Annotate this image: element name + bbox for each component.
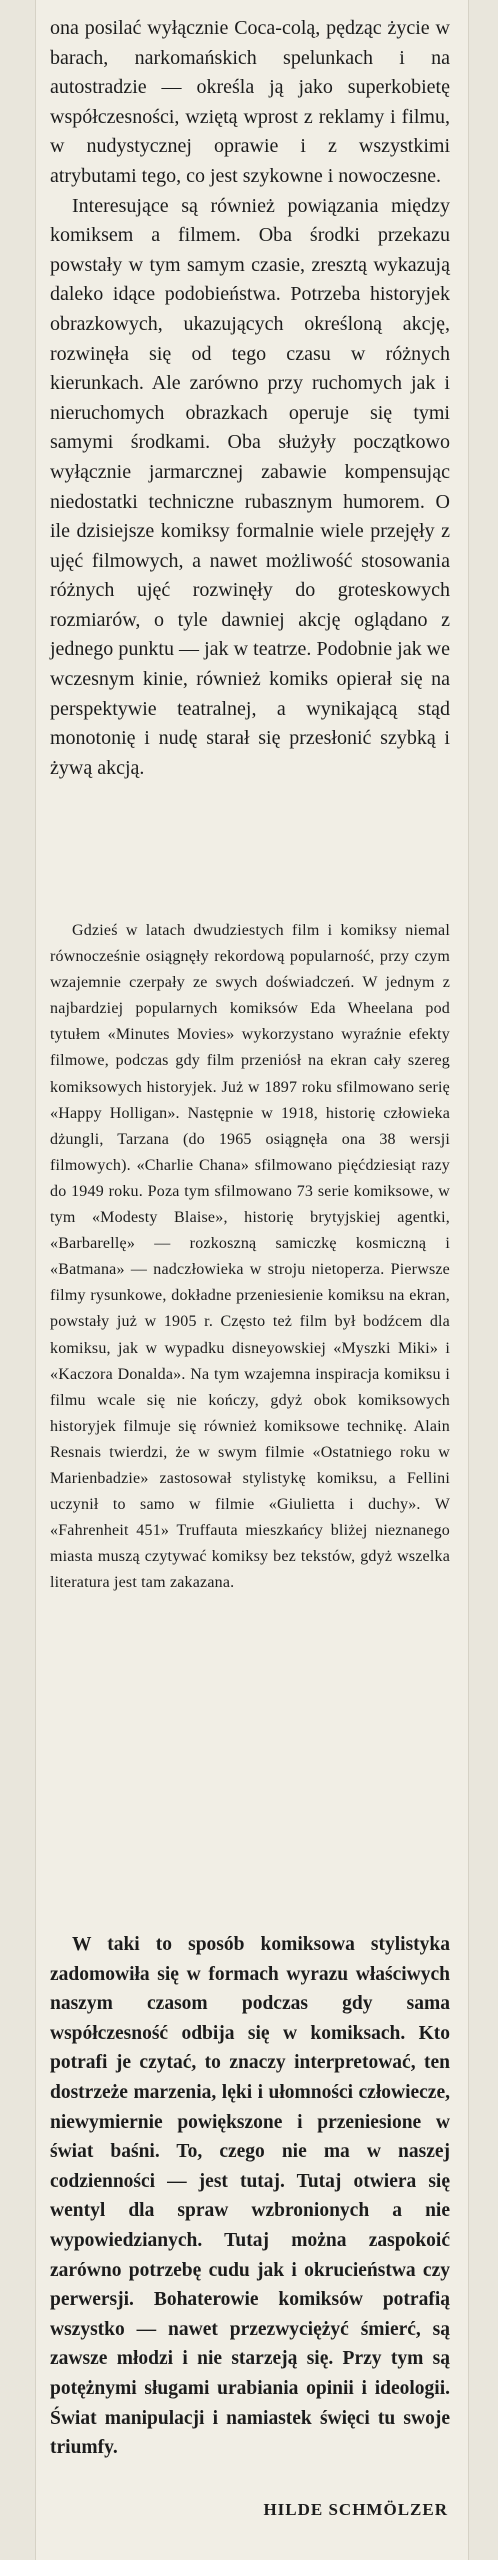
newspaper-clipping	[36, 0, 468, 2560]
author-signature: HILDE SCHMÖLZER	[263, 2500, 448, 2519]
article-paragraph-3: Gdzieś w latach dwudziestych film i komiksy niemal równocześnie osiągnęły rekordową popularność, przy czym wzajemnie czerpały ze swych doświadczeń. W jednym z najbardziej popularnych komiksów Eda Wheelana pod tytułem «Minutes Movies» wykorzystano wyraźnie efekty filmowe, podczas gdy film przeniósł na ekran cały szereg komiksowych historyjek. Już w 1897 roku sfilmowano serię «Happy Holligan». Następnie w 1918, historię człowieka dżungli, Tarzana (do 1965 osiągnęła ona 38 wersji filmowych). «Charlie Chana» sfilmowano pięćdziesiąt razy do 1949 roku. Poza tym sfilmowano 73 serie komiksowe, w tym «Modesty Blaise», historię brytyjskiej agentki, «Barbarellę» — rozkoszną samiczkę kosmiczną i «Batmana» — nadczłowieka w stroju nietoperza. Pierwsze filmy rysunkowe, dokładne przeniesienie komiksu na ekran, powstały już w 1905 r. Często też film był bodźcem dla komiksu, jak w wypadku disneyowskiej «Myszki Miki» i «Kaczora Donalda». Na tym wzajemna inspiracja komiksu i filmu wcale się nie kończy, gdyż obok komiksowych historyjek filmuje się również komiksowe technikę. Alain Resnais twierdzi, że w swym filmie «Ostatniego roku w Marienbadzie» zastosował stylistykę komiksu, a Fellini uczynił to samo w filmie «Giulietta i duchy». W «Fahrenheit 451» Truffauta mieszkańcy bliżej nieznanego miasta muszą czytywać komiksy bez tekstów, gdyż wszelka literatura jest tam zakazana.	[50, 922, 450, 1592]
article-middle-section	[50, 918, 450, 1596]
article-top-section	[50, 14, 450, 783]
article-paragraph-4: W taki to sposób komiksowa stylistyka zadomowiła się w formach wyrazu właściwych naszym czasom podczas gdy sama współczesność odbija się w komiksach. Kto potrafi je czytać, to znaczy interpretować, ten dostrzeże marzenia, lęki i ułomności człowiecze, niewymiernie powiększone i przeniesione w świat baśni. To, czego nie ma w naszej codzienności — jest tutaj. Tutaj otwiera się wentyl dla spraw wzbronionych a nie wypowiedzianych. Tutaj można zaspokoić zarówno potrzebę cudu jak i okrucieństwa czy perwersji. Bohaterowie komiksów potrafią wszystko — nawet przezwyciężyć śmierć, są zawsze młodzi i nie starzeją się. Przy tym są potężnymi sługami urabiania opinii i ideologii. Świat manipulacji i namiastek święci tu swoje triumfy.	[50, 1934, 450, 2459]
article-closing-section	[50, 1930, 450, 2463]
article-paragraph-1: ona posilać wyłącznie Coca-colą, pędząc życie w barach, narkomańskich spelunkach i na autostradzie — określa ją jako superkobietę współczesności, wziętą wprost z reklamy i filmu, w nudystycznej oprawie i z wszystkimi atrybutami tego, co jest szykowne i nowoczesne.	[50, 17, 450, 187]
article-paragraph-2: Interesujące są również powiązania między komiksem a filmem. Oba środki przekazu powstały w tym samym czasie, zresztą wykazują daleko idące podobieństwa. Potrzeba historyjek obrazkowych, ukazujących określoną akcję, rozwinęła się od tego czasu w różnych kierunkach. Ale zarówno przy ruchomych jak i nieruchomych obrazkach operuje się tymi samymi środkami. Oba służyły początkowo wyłącznie jarmarcznej zabawie kompensując niedostatki techniczne rubasznym humorem. O ile dzisiejsze komiksy formalnie wiele przejęły z ujęć filmowych, a nawet możliwość stosowania różnych ujęć rozwinęły do groteskowych rozmiarów, o tyle dawniej akcję oglądano z jednego punktu — jak w teatrze. Podobnie jak we wczesnym kinie, również komiks opierał się na perspektywie teatralnej, a wynikającą stąd monotonię i nudę starał się przesłonić szybką i żywą akcją.	[50, 194, 450, 779]
